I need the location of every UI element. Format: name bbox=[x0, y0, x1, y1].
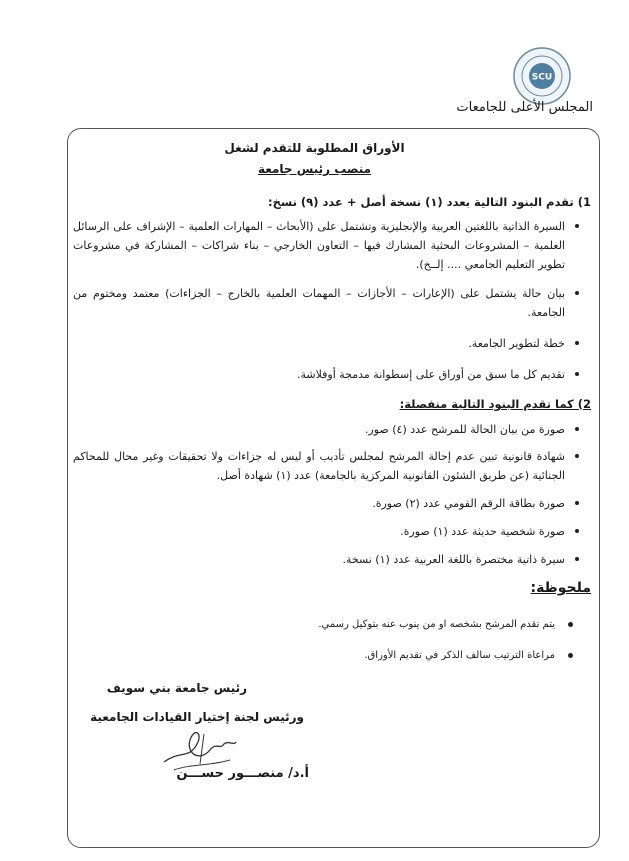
signatory-title: رئيس جامعة بني سويف bbox=[106, 681, 247, 695]
list-item: بيان حالة يشتمل على (الإعارات – الأجازات – المهمات العلمية بالخارج – الجزاءات) معتمد ومختوم من الجامعة. bbox=[73, 284, 579, 322]
list-item: السيرة الذاتية باللغتين العربية والإنجليزية وتشتمل على (الأبحاث – المهارات العلمية – الإشراف على الرسائل العلمية – المشروعات البحثية المشارك فيها – التعاون الخارجي – بناء شراكات – المشاركة في مشروعات تطوير التعليم الجامعي .... إلــخ). bbox=[73, 217, 579, 274]
list-item: خطة لتطوير الجامعة. bbox=[73, 334, 579, 353]
notes-list bbox=[73, 617, 573, 633]
section1-list bbox=[73, 217, 579, 384]
list-item: صورة من بيان الحالة للمرشح عدد (٤) صور. bbox=[73, 420, 579, 439]
list-item: صورة شخصية حديثة عدد (١) صورة. bbox=[73, 522, 579, 541]
signatory-committee: ورئيس لجنة إختيار القيادات الجامعية bbox=[90, 710, 304, 724]
list-item: صورة بطاقة الرقم القومي عدد (٢) صورة. bbox=[73, 494, 579, 513]
document-subtitle: منصب رئيس جامعة bbox=[257, 162, 372, 176]
list-item: شهادة قانونية تبين عدم إحالة المرشح لمجلس تأديب أو ليس له جزاءات ولا تحقيقات وغير محال للمحاكم الجنائية (عن طريق الشئون القانونية المركزية بالجامعة) عدد (١) شهادة أصل. bbox=[73, 447, 579, 485]
signatory-name: أ.د/ منصـــور حســـن bbox=[176, 766, 309, 781]
notes-list bbox=[73, 648, 573, 664]
section2-heading: 2) كما تقدم البنود التالية منفصلة: bbox=[399, 397, 591, 411]
council-name: المجلس الأعلى للجامعات bbox=[456, 100, 593, 115]
list-item: سيرة ذاتية مختصرة باللغة العربية عدد (١) نسخة. bbox=[73, 550, 579, 569]
list-item: يتم تقدم المرشح بشخصه او من ينوب عنه بتوكيل رسمي. bbox=[73, 617, 573, 633]
scu-seal-icon bbox=[512, 46, 572, 106]
notes-heading: ملحوظة: bbox=[530, 580, 591, 596]
list-item: تقديم كل ما سبق من أوراق على إسطوانة مدمجة أوفلاشة. bbox=[73, 365, 579, 384]
section2-list bbox=[73, 420, 579, 569]
section1-heading: 1) تقدم البنود التالية بعدد (١) نسخة أصل + عدد (٩) نسخ: bbox=[268, 195, 591, 209]
svg-text:SCU: SCU bbox=[531, 72, 553, 83]
list-item: مراعاة الترتيب سالف الذكر في تقديم الأوراق. bbox=[73, 648, 573, 664]
document-title: الأوراق المطلوبة للتقدم لشغل bbox=[224, 141, 405, 155]
